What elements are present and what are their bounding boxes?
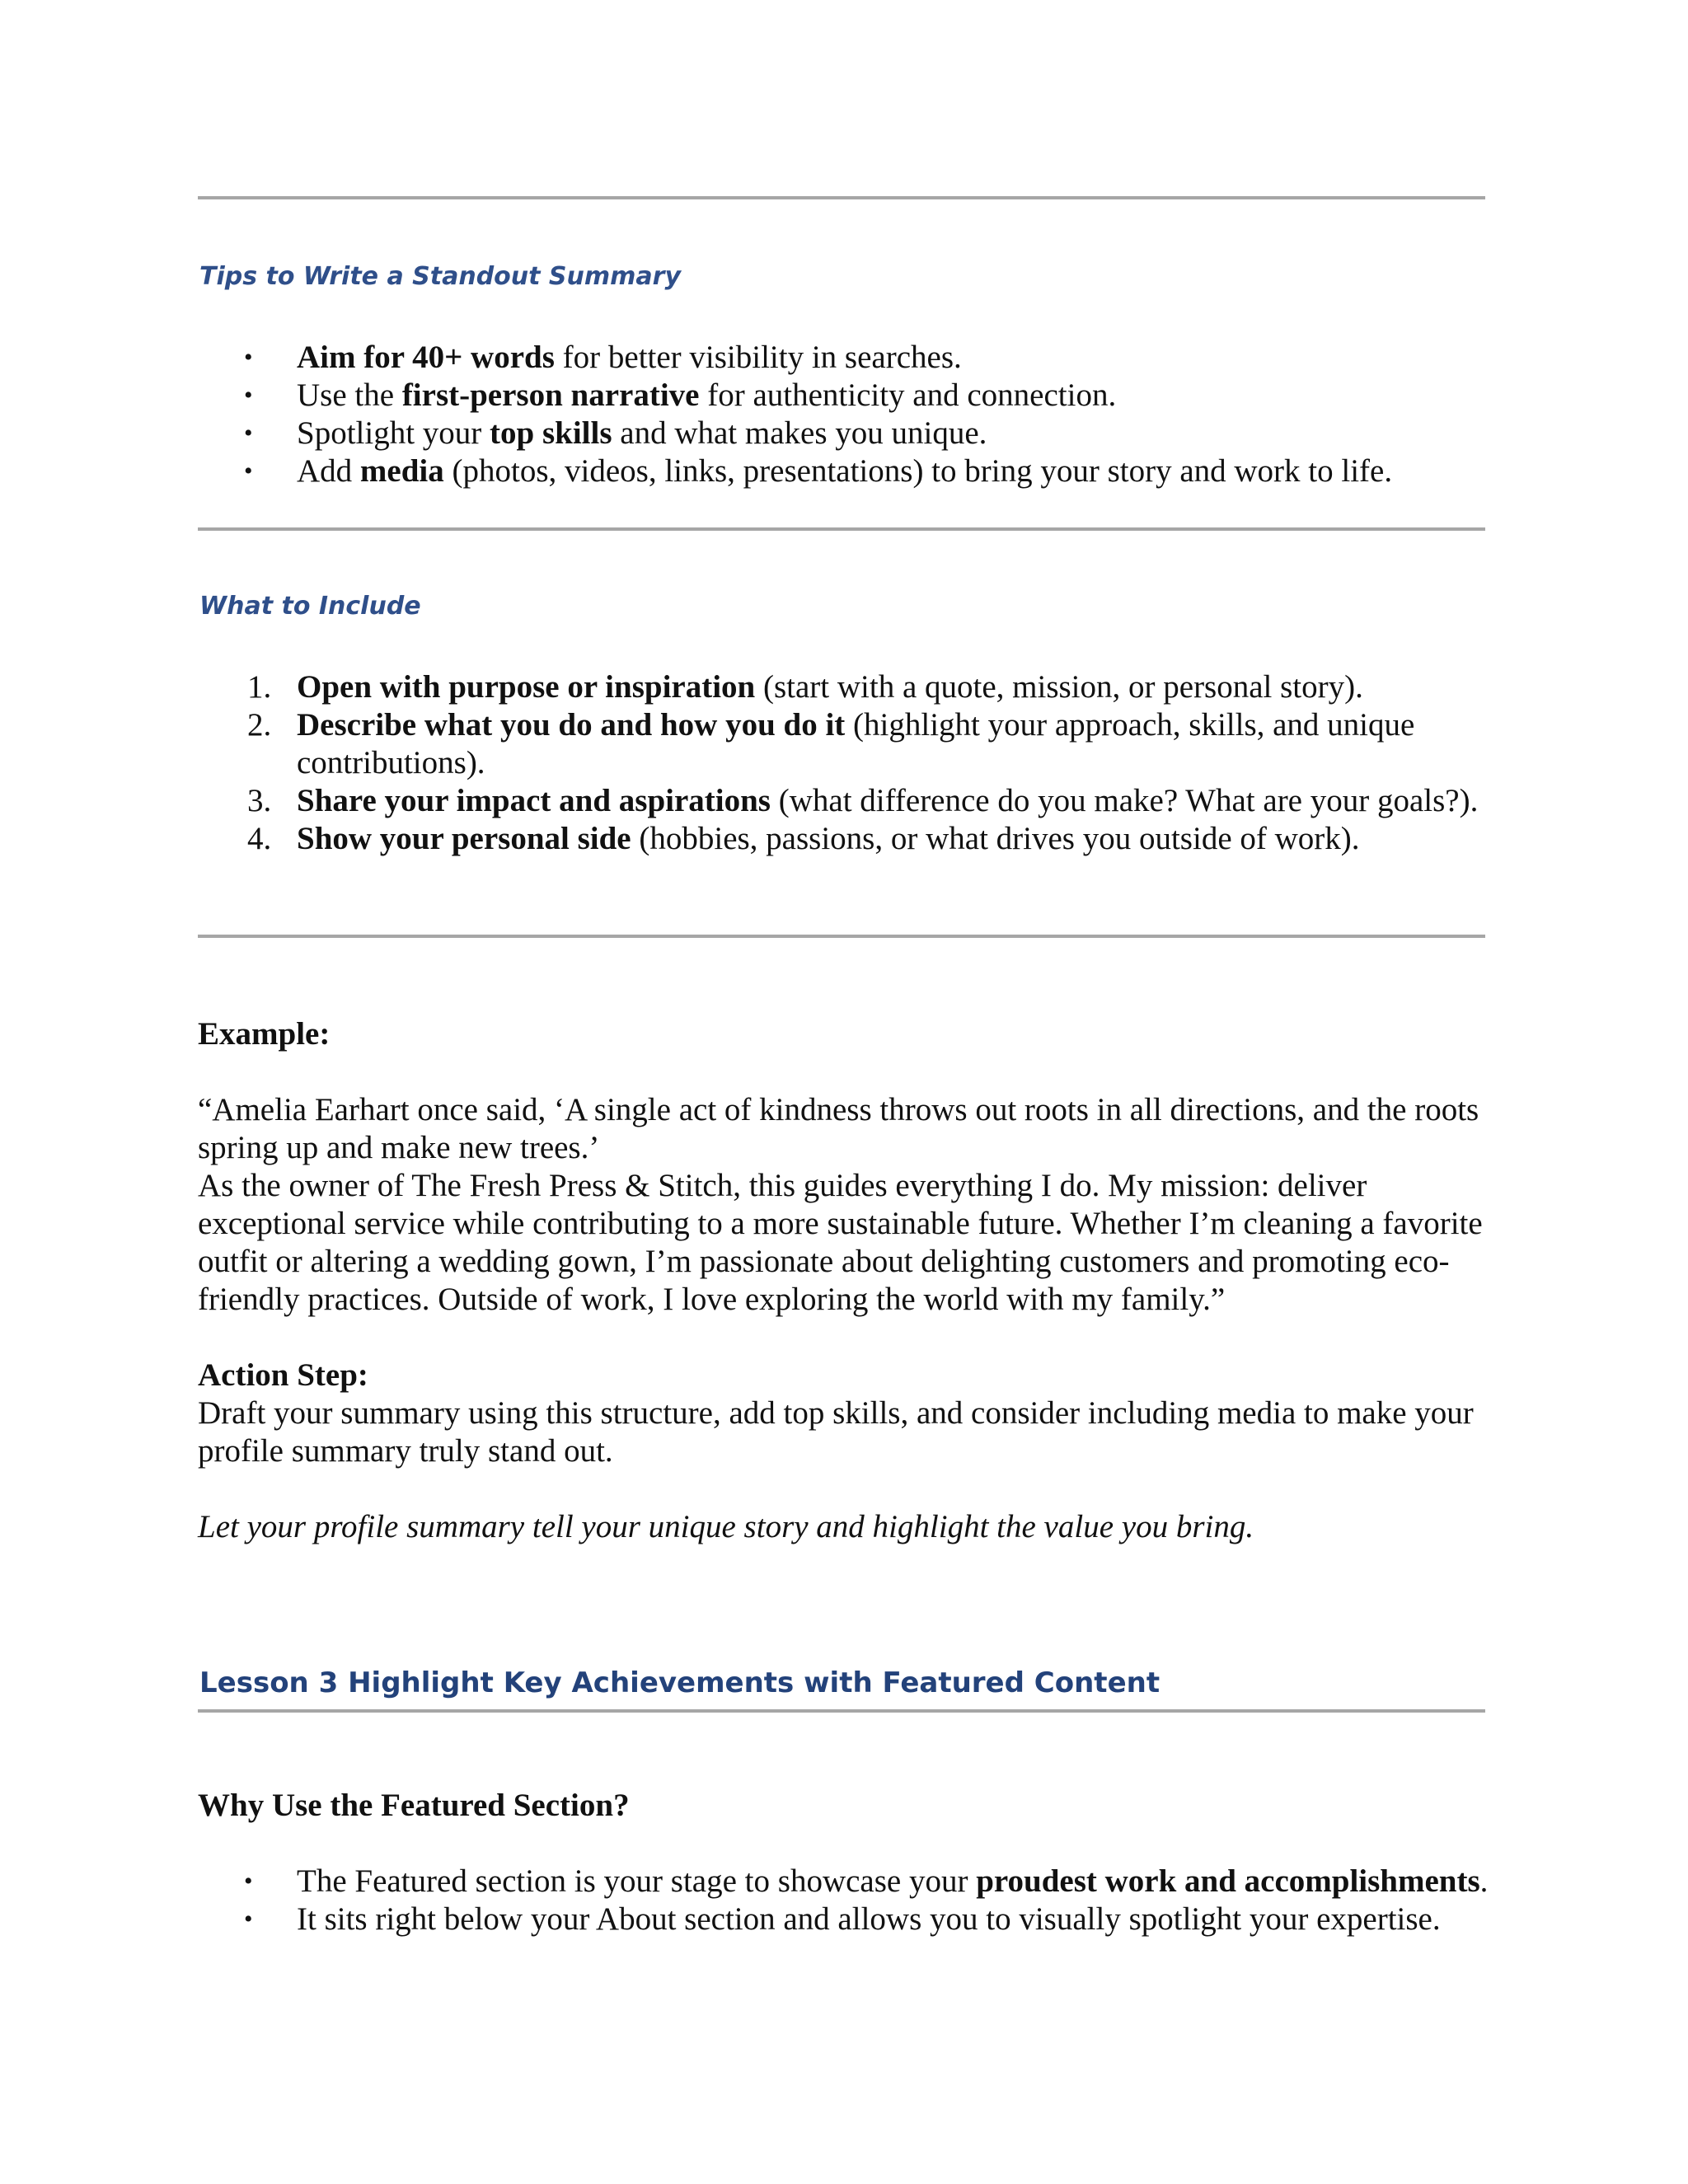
list-item: 4. Show your personal side (hobbies, passions, or what drives you outside of work). (247, 821, 1360, 856)
divider (198, 527, 1485, 531)
list-number: 4. (247, 821, 272, 856)
bullet-icon: • (244, 419, 253, 447)
tips-list (198, 339, 1517, 490)
list-number: 3. (247, 783, 272, 818)
featured-section-heading: Why Use the Featured Section? (198, 1788, 630, 1823)
list-number: 2. (247, 707, 272, 743)
bullet-icon: • (244, 457, 253, 485)
bullet-icon: • (244, 344, 253, 371)
list-item: • Add media (photos, videos, links, presentations) to bring your story and work to life. (244, 453, 1393, 489)
divider (198, 1709, 1485, 1713)
example-body: As the owner of The Fresh Press & Stitch, this guides everything I do. My mission: deliver exceptional service while contributing to a more sustainable future. Whether I’m cleaning a favorite outfit or altering a wedding gown, I’m passionate about delighting customers and promoting eco-friendly practices. Outside of work, I love exploring the world with my family.” (198, 1168, 1483, 1317)
list-item: • Aim for 40+ words for better visibility in searches. (244, 340, 962, 375)
include-heading: What to Include (199, 592, 421, 621)
action-heading: Action Step: (198, 1357, 368, 1393)
divider-top (198, 196, 1485, 199)
list-item: 1. Open with purpose or inspiration (start with a quote, mission, or personal story). (247, 669, 1363, 705)
list-item: 3. Share your impact and aspirations (what difference do you make? What are your goals?). (247, 783, 1479, 818)
bullet-icon: • (244, 382, 253, 409)
bullet-icon: • (244, 1905, 253, 1933)
list-item: • Use the first-person narrative for authenticity and connection. (244, 377, 1117, 413)
lesson-3-heading: Lesson 3 Highlight Key Achievements with Featured Content (199, 1666, 1160, 1699)
list-item: • It sits right below your About section and allows you to visually spotlight your expertise. (244, 1901, 1441, 1937)
list-item: • Spotlight your top skills and what makes you unique. (244, 415, 987, 451)
featured-list (198, 1863, 1500, 1938)
include-list (198, 668, 1484, 858)
example-heading: Example: (198, 1016, 331, 1052)
tips-heading: Tips to Write a Standout Summary (199, 262, 682, 291)
closing-line: Let your profile summary tell your unique story and highlight the value you bring. (198, 1509, 1254, 1544)
list-item: 2. Describe what you do and how you do it (highlight your approach, skills, and unique contributions). (247, 707, 1415, 780)
bullet-icon: • (244, 1868, 253, 1895)
example-quote: “Amelia Earhart once said, ‘A single act of kindness throws out roots in all directions, and the roots spring up and make new trees.’ (198, 1092, 1479, 1165)
action-body: Draft your summary using this structure, add top skills, and consider including media to make your profile summary truly stand out. (198, 1395, 1474, 1469)
divider (198, 935, 1485, 938)
list-number: 1. (247, 669, 272, 705)
list-item: • The Featured section is your stage to showcase your proudest work and accomplishments. (244, 1863, 1489, 1899)
